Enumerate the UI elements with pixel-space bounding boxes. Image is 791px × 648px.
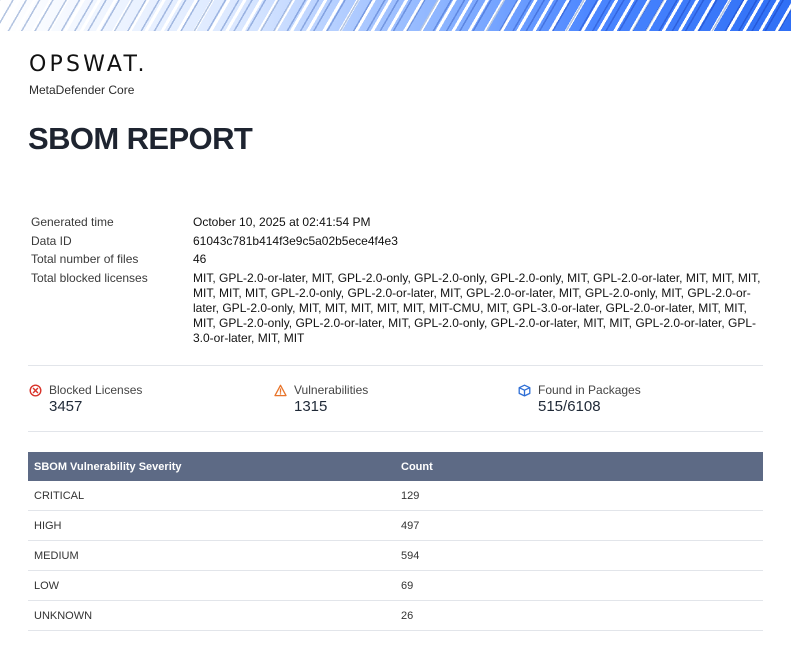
meta-value: 61043c781b414f3e9c5a02b5ece4f4e3 — [193, 233, 398, 248]
severity-cell: MEDIUM — [34, 549, 79, 562]
meta-row-generated-time — [31, 215, 766, 230]
meta-row-total-files — [31, 252, 766, 267]
opswat-logo: OPSWAT. — [29, 52, 148, 77]
meta-value: MIT, GPL-2.0-or-later, MIT, GPL-2.0-only, GPL-2.0-only, GPL-2.0-only, MIT, GPL-2.0-or-later, MIT, MIT, MIT, MIT, MIT, MIT, GPL-2.0-only, GPL-2.0-or-later, MIT, GPL-2.0-or-later, MIT, GPL-2.0-only, MIT, GPL-2.0-or-later, GPL-2.0-only, MIT, MIT, MIT, MIT, MIT, MIT-CMU, MIT, GPL-3.0-or-later, GPL-2.0-or-later, MIT, MIT, MIT, GPL-2.0-only, GPL-2.0-or-later, MIT, GPL-2.0-only, GPL-2.0-or-later, MIT, MIT, GPL-2.0-or-later, GPL-3.0-or-later, MIT, MIT — [193, 270, 761, 345]
count-cell: 26 — [401, 609, 414, 622]
count-cell: 497 — [401, 519, 420, 532]
table-row — [28, 511, 763, 541]
count-cell: 594 — [401, 549, 420, 562]
stat-value: 515/6108 — [538, 398, 601, 415]
meta-value: October 10, 2025 at 02:41:54 PM — [193, 215, 371, 229]
meta-value: 46 — [193, 252, 207, 266]
severity-cell: UNKNOWN — [34, 609, 93, 622]
header-stripe-lines — [0, 0, 791, 31]
meta-label: Total number of files — [31, 252, 139, 266]
table-row — [28, 481, 763, 511]
meta-row-data-id — [31, 234, 766, 249]
stat-label: Blocked Licenses — [49, 383, 143, 397]
table-row — [28, 601, 763, 631]
stat-label: Found in Packages — [538, 383, 641, 397]
meta-row-blocked-licenses — [31, 271, 766, 346]
warning-icon — [274, 384, 287, 397]
blocked-icon — [29, 384, 42, 397]
table-row — [28, 541, 763, 571]
stat-value: 3457 — [49, 398, 83, 415]
stat-label: Vulnerabilities — [294, 383, 369, 397]
divider — [28, 365, 763, 366]
table-header — [28, 452, 763, 481]
meta-label: Total blocked licenses — [31, 270, 148, 285]
header-count: Count — [401, 460, 433, 473]
count-cell: 69 — [401, 579, 414, 592]
severity-cell: CRITICAL — [34, 489, 85, 502]
header-severity: SBOM Vulnerability Severity — [34, 460, 182, 473]
divider — [28, 431, 763, 432]
severity-cell: LOW — [34, 579, 60, 592]
severity-table — [28, 452, 763, 631]
product-name: MetaDefender Core — [29, 83, 135, 97]
page-title: SBOM REPORT — [28, 121, 253, 156]
severity-cell: HIGH — [34, 519, 62, 532]
table-row — [28, 571, 763, 601]
package-icon — [518, 384, 531, 397]
meta-label: Data ID — [31, 233, 72, 248]
stat-value: 1315 — [294, 398, 328, 415]
meta-label: Generated time — [31, 215, 114, 229]
report-metadata — [31, 215, 766, 349]
count-cell: 129 — [401, 489, 420, 502]
